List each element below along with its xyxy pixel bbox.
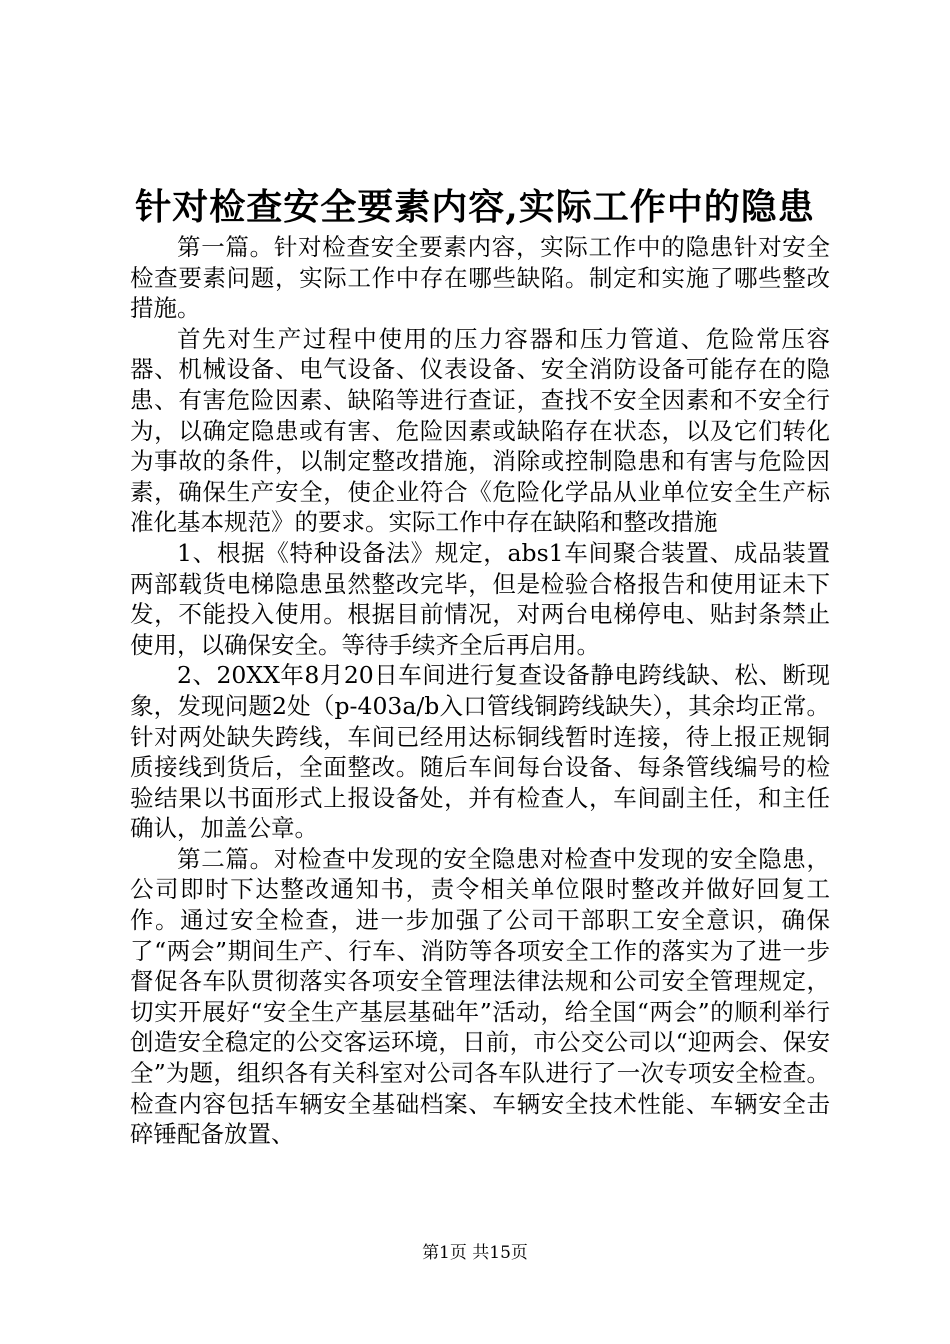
- paragraph-1: 第一篇。针对检查安全要素内容，实际工作中的隐患针对安全检查要素问题，实际工作中存在哪些缺陷。制定和实施了哪些整改措施。: [130, 233, 830, 323]
- paragraph-2: 首先对生产过程中使用的压力容器和压力管道、危险常压容器、机械设备、电气设备、仪表设备、安全消防设备可能存在的隐患、有害危险因素、缺陷等进行查证，查找不安全因素和不安全行为，以确定隐患或有害、危险因素或缺陷存在状态，以及它们转化为事故的条件，以制定整改措施，消除或控制隐患和有害与危险因素，确保生产安全，使企业符合《危险化学品从业单位安全生产标准化基本规范》的要求。实际工作中存在缺陷和整改措施: [130, 324, 830, 537]
- paragraph-3: 1、根据《特种设备法》规定，abs1车间聚合装置、成品装置两部载货电梯隐患虽然整改完毕，但是检验合格报告和使用证未下发，不能投入使用。根据目前情况，对两台电梯停电、贴封条禁止使用，以确保安全。等待手续齐全后再启用。: [130, 538, 830, 659]
- document-title: 针对检查安全要素内容,实际工作中的隐患: [135, 186, 815, 228]
- paragraph-5: 第二篇。对检查中发现的安全隐患对检查中发现的安全隐患，公司即时下达整改通知书，责令相关单位限时整改并做好回复工作。通过安全检查，进一步加强了公司干部职工安全意识，确保了“两会”期间生产、行车、消防等各项安全工作的落实为了进一步督促各车队贯彻落实各项安全管理法律法规和公司安全管理规定，切实开展好“安全生产基层基础年”活动，给全国“两会”的顺利举行创造安全稳定的公交客运环境，日前，市公交公司以“迎两会、保安全”为题，组织各有关科室对公司各车队进行了一次专项安全检查。检查内容包括车辆安全基础档案、车辆安全技术性能、车辆安全击碎锤配备放置、: [130, 844, 830, 1149]
- paragraph-4: 2、20XX年8月20日车间进行复查设备静电跨线缺、松、断现象，发现问题2处（p-403a/b入口管线铜跨线缺失），其余均正常。针对两处缺失跨线，车间已经用达标铜线暂时连接，待上报正规铜质接线到货后，全面整改。随后车间每台设备、每条管线编号的检验结果以书面形式上报设备处，并有检查人，车间副主任，和主任确认，加盖公章。: [130, 661, 830, 843]
- document-body: [130, 232, 830, 1150]
- page-footer: 第1页 共15页: [422, 1243, 528, 1263]
